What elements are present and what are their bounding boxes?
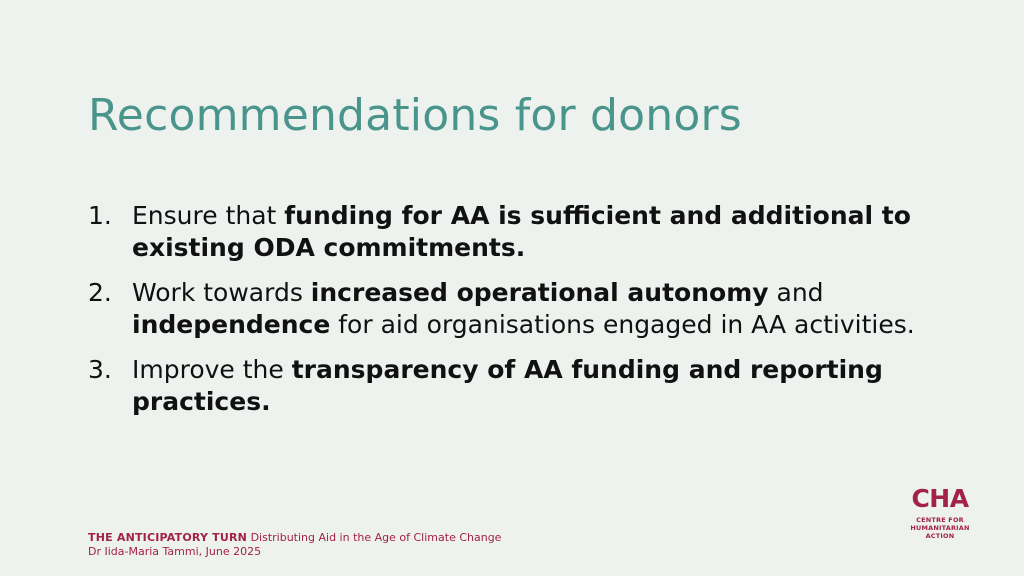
logo-subtitle <box>898 516 982 540</box>
bold-text-run: increased operational autonomy <box>310 278 769 307</box>
recommendation-item <box>88 354 948 418</box>
recommendation-number: 1. <box>88 201 112 230</box>
recommendation-text <box>132 200 948 264</box>
text-run: Work towards <box>132 278 311 307</box>
footer-author-date: Dr Iida-Maria Tammi, June 2025 <box>88 545 262 558</box>
bold-text-run: transparency of AA funding and reporting practices. <box>132 355 883 416</box>
footer-title-line <box>88 531 501 545</box>
text-run: Ensure that <box>132 201 285 230</box>
bold-text-run: independence <box>132 310 331 339</box>
logo-mark: CHA <box>911 484 969 513</box>
recommendation-item <box>88 277 948 341</box>
logo-line: CENTRE FOR <box>916 516 964 524</box>
slide-footer <box>88 531 501 559</box>
logo-line: HUMANITARIAN <box>910 524 970 532</box>
recommendation-number: 3. <box>88 355 112 384</box>
text-run: for aid organisations engaged in AA activities. <box>330 310 915 339</box>
text-run: Improve the <box>132 355 292 384</box>
footer-series-title: THE ANTICIPATORY TURN <box>88 531 248 544</box>
text-run: and <box>768 278 824 307</box>
recommendation-text <box>132 277 948 341</box>
cha-logo <box>898 486 982 540</box>
recommendation-number: 2. <box>88 278 112 307</box>
footer-subtitle: Distributing Aid in the Age of Climate Change <box>250 531 502 544</box>
recommendations-list <box>88 200 948 431</box>
recommendation-item <box>88 200 948 264</box>
logo-line: ACTION <box>925 532 955 540</box>
slide-title: Recommendations for donors <box>88 90 742 141</box>
recommendation-text <box>132 354 948 418</box>
bold-text-run: funding for AA is sufficient and additional to existing ODA commitments. <box>132 201 911 262</box>
